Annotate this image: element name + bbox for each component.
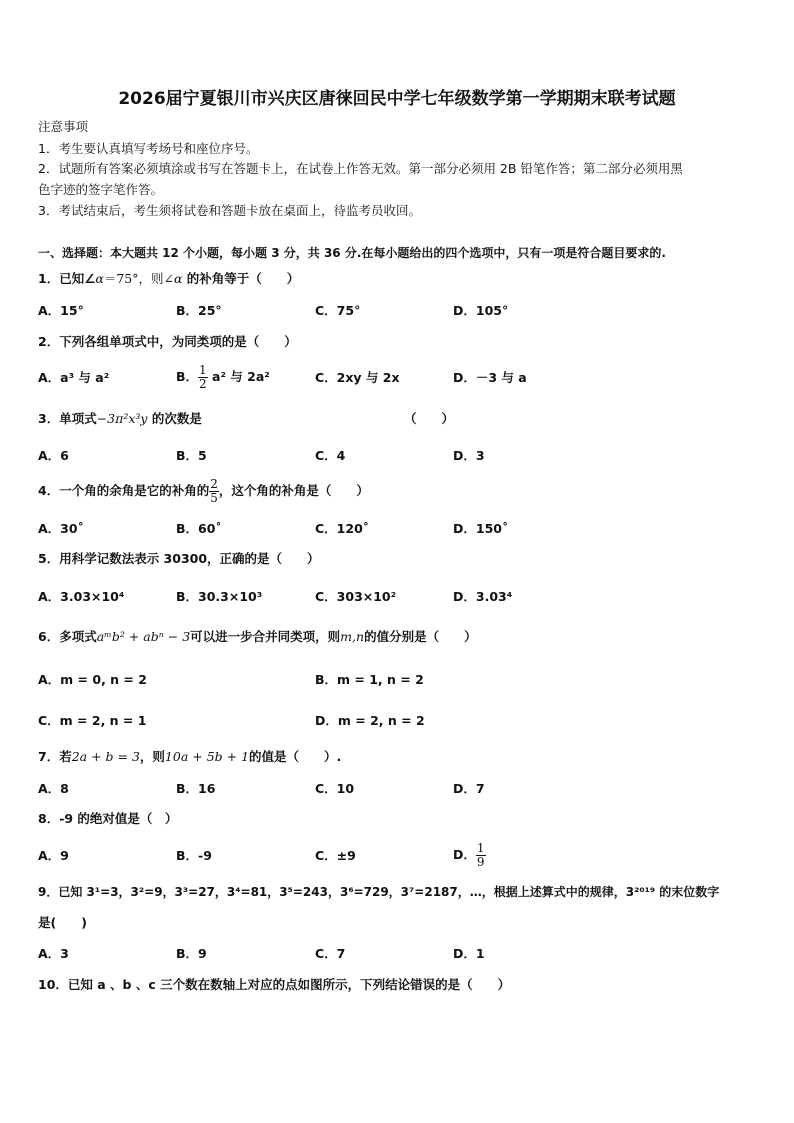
q3-option-c: C．4 <box>315 448 346 463</box>
q2-b-text: a² 与 2a² <box>207 369 270 384</box>
section-heading: 一、选择题：本大题共 12 个小题，每小题 3 分，共 36 分.在每小题给出的四个选项中，只有一项是符合题目要求的. <box>38 246 666 260</box>
q3-paren: （ ） <box>404 411 455 426</box>
question-2: 2．下列各组单项式中，为同类项的是（ ） <box>38 334 297 349</box>
q2-b-den: 2 <box>199 377 207 391</box>
q1-pre: 1．已知∠ <box>38 271 96 286</box>
q8-d-label: D． <box>453 847 476 862</box>
q7-expr2: 10a + 5b + 1 <box>164 749 250 764</box>
q8-option-d <box>453 838 486 872</box>
question-4 <box>38 474 369 508</box>
q3-expr: −3π²x³y <box>96 411 148 426</box>
q8-option-c: C．±9 <box>315 848 356 863</box>
q9-option-c: C．7 <box>315 946 346 961</box>
q1-post: 的补角等于（ ） <box>182 271 300 286</box>
q6-expr: aᵐb² + abⁿ − 3 <box>96 629 191 644</box>
q2-b-label: B． <box>176 369 199 384</box>
q9-option-a: A．3 <box>38 946 69 961</box>
q1-option-a: A．15° <box>38 303 84 318</box>
q4-post: ，这个角的补角是（ ） <box>218 483 369 498</box>
q2-b-fraction <box>198 364 208 391</box>
q4-den: 5 <box>210 491 218 505</box>
q5-option-a: A．3.03×10⁴ <box>38 589 125 604</box>
page-title: 2026届宁夏银川市兴庆区唐徕回民中学七年级数学第一学期期末联考试题 <box>118 89 676 109</box>
q7-expr1: 2a + b = 3 <box>71 749 140 764</box>
q6-mn: m,n <box>340 629 365 644</box>
q8-option-a: A．9 <box>38 848 69 863</box>
q1-option-d: D．105° <box>453 303 509 318</box>
q1-alpha: α <box>95 271 104 286</box>
q7-pre: 7．若 <box>38 749 72 764</box>
q3-option-b: B．5 <box>176 448 207 463</box>
q1-alpha2: α <box>174 271 183 286</box>
q6-post: 的值分别是（ ） <box>364 629 477 644</box>
q4-option-b: B．60˚ <box>176 521 222 536</box>
q7-option-b: B．16 <box>176 781 216 796</box>
q8-option-b: B．-9 <box>176 848 212 863</box>
q1-option-c: C．75° <box>315 303 361 318</box>
q6-pre: 6．多项式 <box>38 629 97 644</box>
q2-option-c: C．2xy 与 2x <box>315 370 400 385</box>
q3-post: 的次数是 <box>147 411 202 426</box>
q5-option-b: B．30.3×10³ <box>176 589 263 604</box>
q2-b-num: 1 <box>199 363 207 377</box>
q4-option-c: C．120˚ <box>315 521 370 536</box>
q1-eq: ＝75°，则∠ <box>103 271 174 286</box>
question-1 <box>38 270 299 288</box>
q2-option-d: D．－3 与 a <box>453 370 527 385</box>
question-8: 8．-9 的绝对值是（ ） <box>38 811 178 826</box>
question-7 <box>38 748 341 766</box>
q6-option-c: C．m = 2, n = 1 <box>38 713 147 728</box>
q2-option-b <box>176 360 270 394</box>
q8-d-num: 1 <box>476 841 485 855</box>
q1-option-b: B．25° <box>176 303 222 318</box>
q6-option-d: D．m = 2, n = 2 <box>315 713 425 728</box>
q4-num: 2 <box>210 477 218 491</box>
notice-item-1: 1．考生要认真填写考场号和座位序号。 <box>38 141 259 156</box>
q3-option-a: A．6 <box>38 448 69 463</box>
q6-mid: 可以进一步合并同类项，则 <box>190 629 341 644</box>
question-9: 9．已知 3¹=3，3²=9，3³=27，3⁴=81，3⁵=243，3⁶=729，3⁷=2187，…，根据上述算式中的规律，3²⁰¹⁹ 的末位数字 <box>38 885 720 899</box>
q6-option-a: A．m = 0, n = 2 <box>38 672 147 687</box>
q4-fraction <box>209 478 219 505</box>
q8-d-fraction <box>476 842 486 869</box>
q7-option-c: C．10 <box>315 781 355 796</box>
q7-mid: ，则 <box>139 749 165 764</box>
question-3 <box>38 410 202 428</box>
q3-pre: 3．单项式 <box>38 411 97 426</box>
q9-option-d: D．1 <box>453 946 485 961</box>
question-5: 5．用科学记数法表示 30300，正确的是（ ） <box>38 551 320 566</box>
q2-option-a: A．a³ 与 a² <box>38 370 110 385</box>
q9-option-b: B．9 <box>176 946 207 961</box>
question-9-cont: 是( ) <box>38 915 87 930</box>
notice-heading: 注意事项 <box>38 119 89 134</box>
q5-option-c: C．303×10² <box>315 589 397 604</box>
question-6 <box>38 628 477 646</box>
q8-d-den: 9 <box>476 855 485 869</box>
q7-option-d: D．7 <box>453 781 485 796</box>
q5-option-d: D．3.03⁴ <box>453 589 513 604</box>
notice-item-2: 2．试题所有答案必须填涂或书写在答题卡上，在试卷上作答无效。第一部分必须用 2B 铅笔作答；第二部分必须用黑 <box>38 161 683 176</box>
notice-item-2-cont: 色字迹的签字笔作答。 <box>38 182 164 197</box>
q7-post: 的值是（ ）. <box>249 749 342 764</box>
q4-option-d: D．150˚ <box>453 521 509 536</box>
notice-item-3: 3．考试结束后，考生须将试卷和答题卡放在桌面上，待监考员收回。 <box>38 203 421 218</box>
q3-option-d: D．3 <box>453 448 485 463</box>
q7-option-a: A．8 <box>38 781 69 796</box>
q4-option-a: A．30˚ <box>38 521 84 536</box>
question-10: 10．已知 a 、b 、c 三个数在数轴上对应的点如图所示，下列结论错误的是（ ） <box>38 977 511 992</box>
q4-pre: 4．一个角的余角是它的补角的 <box>38 483 210 498</box>
q6-option-b: B．m = 1, n = 2 <box>315 672 424 687</box>
